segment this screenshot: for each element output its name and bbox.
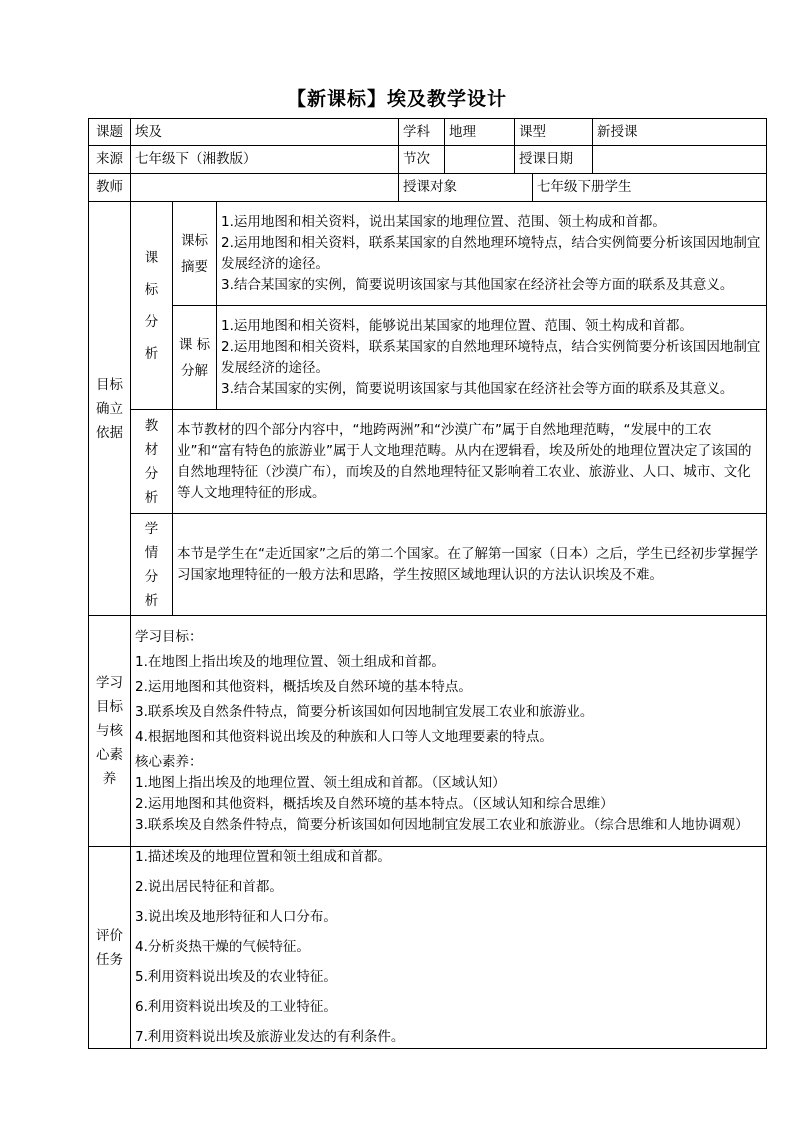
summary-item: 2.运用地图和相关资料，联系某国家的自然地理环境特点，结合实例简要分析该国因地制宜发展经济的途径。 (221, 234, 761, 272)
date-value (593, 146, 767, 174)
goals-row (89, 616, 767, 847)
standard-summary-label: 课标 摘要 (173, 202, 217, 306)
source-value: 七年级下（湘教版） (131, 146, 399, 174)
basis-summary-row (89, 202, 767, 306)
textbook-analysis-label: 教 材 分 析 (131, 410, 173, 514)
evaluation-label: 评价 任务 (89, 847, 131, 1049)
learner-analysis-label: 学 情 分 析 (131, 514, 173, 616)
type-value: 新授课 (593, 119, 767, 146)
topic-value: 埃及 (131, 119, 399, 146)
header-row-1 (89, 119, 767, 146)
topic-label: 课题 (89, 119, 131, 146)
goals-heading: 学习目标： (135, 628, 203, 645)
summary-item: 3.结合某国家的实例，简要说明该国家与其他国家在经济社会等方面的联系及其意义。 (221, 276, 734, 293)
goal-item: 4.根据地图和其他资料说出埃及的种族和人口等人文地理要素的特点。 (135, 728, 553, 745)
evaluation-item: 7.利用资料说出埃及旅游业发达的有利条件。 (135, 1029, 405, 1045)
standard-analysis-label: 课 标 分 析 (131, 202, 173, 410)
core-item: 2.运用地图和其他资料，概括埃及自然环境的基本特点。（区域认知和综合思维） (135, 795, 614, 812)
goal-item: 3.联系埃及自然条件特点，简要分析该国如何因地制宜发展工农业和旅游业。 (135, 703, 594, 720)
evaluation-item: 6.利用资料说出埃及的工业特征。 (135, 999, 337, 1015)
lesson-plan-table (88, 118, 767, 1049)
basis-label: 目标 确立 依据 (89, 202, 131, 616)
teacher-value (131, 174, 399, 202)
header-row-3 (89, 174, 767, 202)
header-row-2 (89, 146, 767, 174)
evaluation-item: 5.利用资料说出埃及的农业特征。 (135, 969, 337, 985)
breakdown-item: 3.结合某国家的实例，简要说明该国家与其他国家在经济社会等方面的联系及其意义。 (221, 380, 734, 397)
basis-breakdown-row (89, 306, 767, 410)
evaluation-item: 2.说出居民特征和首都。 (135, 879, 283, 895)
evaluation-item: 3.说出埃及地形特征和人口分布。 (135, 909, 337, 925)
basis-textbook-row (89, 410, 767, 514)
goals-text (131, 616, 767, 847)
evaluation-item: 1.描述埃及的地理位置和领土组成和首都。 (135, 849, 391, 865)
evaluation-row (89, 847, 767, 1049)
period-value (445, 146, 515, 174)
period-label: 节次 (399, 146, 445, 174)
subject-value: 地理 (445, 119, 515, 146)
goals-label: 学习 目标 与核 心素 养 (89, 616, 131, 847)
type-label: 课型 (515, 119, 593, 146)
core-heading: 核心素养： (135, 753, 203, 770)
goal-item: 2.运用地图和其他资料，概括埃及自然环境的基本特点。 (135, 678, 472, 695)
teacher-label: 教师 (89, 174, 131, 202)
standard-summary-text (217, 202, 767, 306)
evaluation-text (131, 847, 767, 1049)
evaluation-item: 4.分析炎热干燥的气候特征。 (135, 939, 310, 955)
core-item: 1.地图上指出埃及的地理位置、领土组成和首都。（区域认知） (135, 774, 506, 791)
standard-breakdown-label: 课 标 分解 (173, 306, 217, 410)
source-label: 来源 (89, 146, 131, 174)
textbook-analysis-text: 本节教材的四个部分内容中，“地跨两洲”和“沙漠广布”属于自然地理范畴，“发展中的工农业”和“富有特色的旅游业”属于人文地理范畴。从内在逻辑看，埃及所处的地理位置决定了该国的自然地理特征（沙漠广布），而埃及的自然地理特征又影响着工农业、旅游业、人口、城市、文化等人文地理特征的形成。 (173, 410, 767, 514)
goal-item: 1.在地图上指出埃及的地理位置、领土组成和首都。 (135, 653, 445, 670)
learner-analysis-text: 本节是学生在“走近国家”之后的第二个国家。在了解第一国家（日本）之后，学生已经初步掌握学习国家地理特征的一般方法和思路，学生按照区域地理认识的方法认识埃及不难。 (173, 514, 767, 616)
subject-label: 学科 (399, 119, 445, 146)
audience-label: 授课对象 (399, 174, 533, 202)
standard-breakdown-text (217, 306, 767, 410)
breakdown-item: 2.运用地图和相关资料，联系某国家的自然地理环境特点，结合实例简要分析该国因地制宜发展经济的途径。 (221, 338, 761, 376)
summary-item: 1.运用地图和相关资料，说出某国家的地理位置、范围、领土构成和首都。 (221, 213, 666, 230)
basis-learner-row (89, 514, 767, 616)
document-title: 【新课标】埃及教学设计 (286, 88, 507, 110)
breakdown-item: 1.运用地图和相关资料，能够说出某国家的地理位置、范围、领土构成和首都。 (221, 317, 693, 334)
core-item: 3.联系埃及自然条件特点，简要分析该国如何因地制宜发展工农业和旅游业。（综合思维和人地协调观） (135, 816, 749, 833)
audience-value: 七年级下册学生 (533, 174, 767, 202)
date-label: 授课日期 (515, 146, 593, 174)
